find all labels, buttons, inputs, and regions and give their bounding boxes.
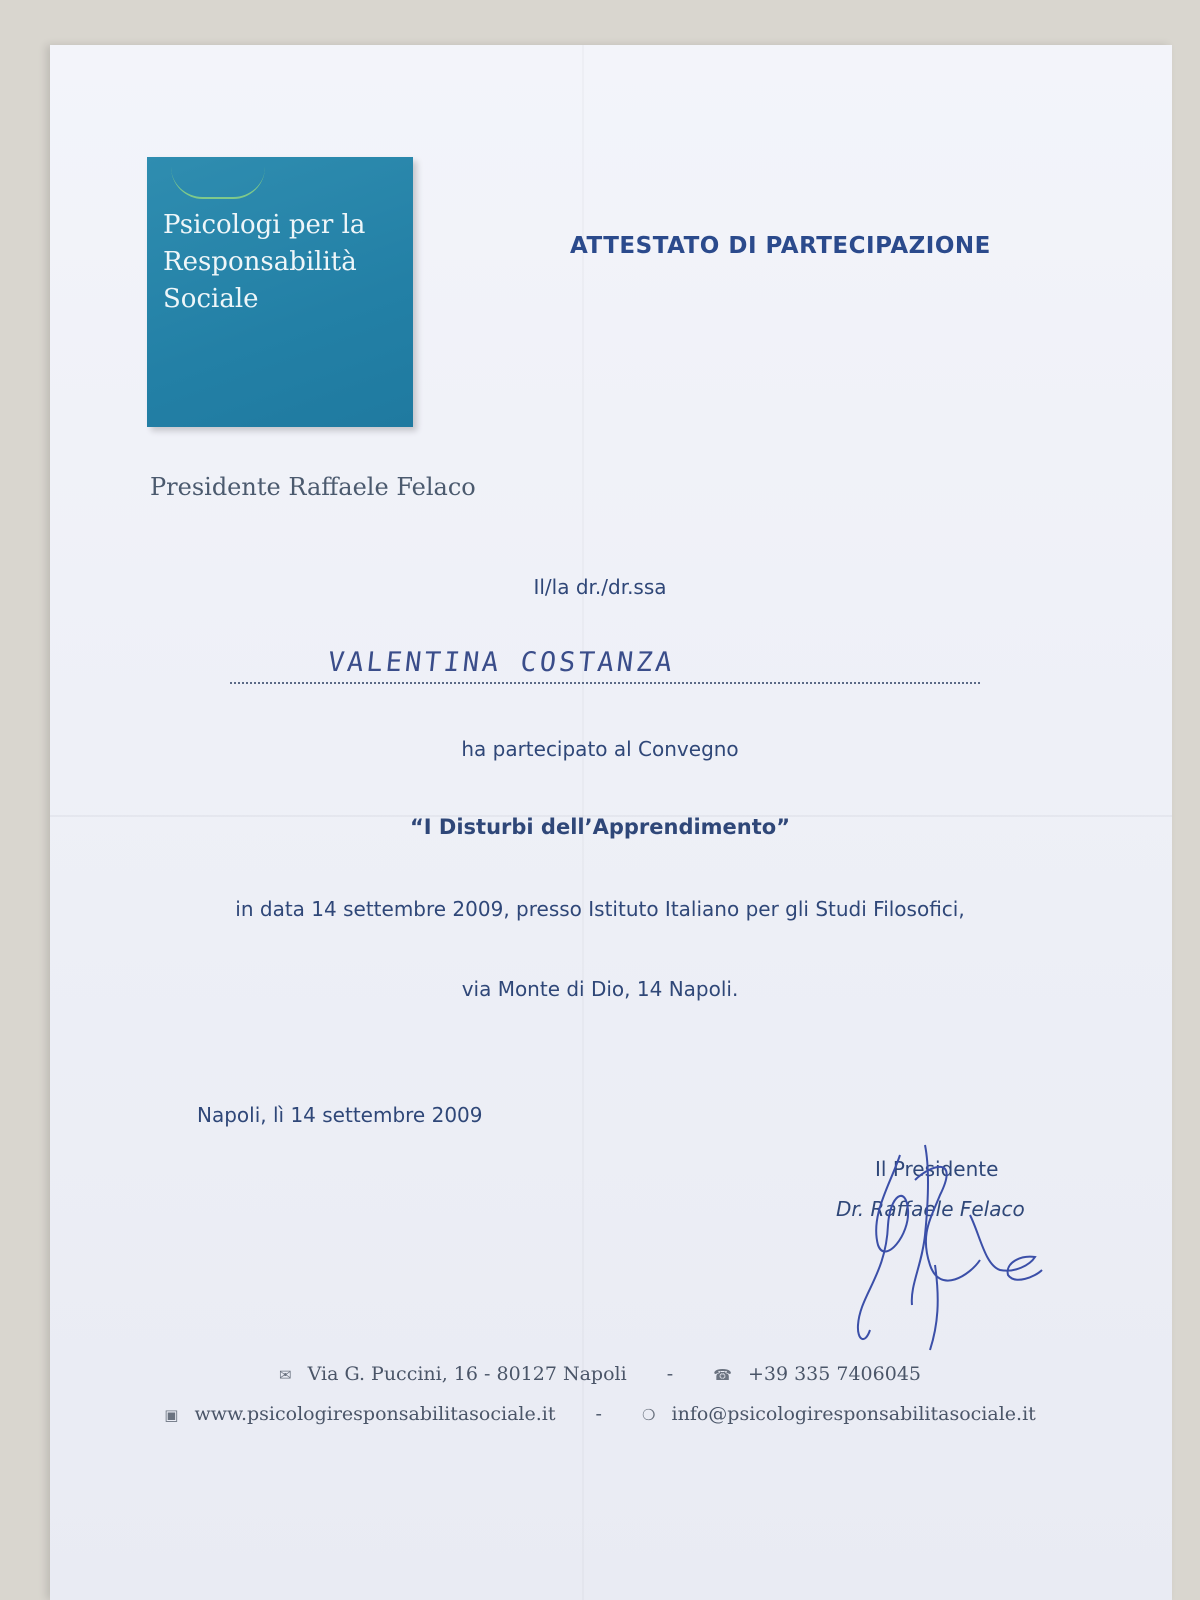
- handwritten-signature: [830, 1125, 1050, 1355]
- envelope-icon: ✉: [279, 1366, 292, 1384]
- logo-line-2: Responsabilità: [163, 247, 357, 277]
- footer-email[interactable]: info@psicologiresponsabilitasociale.it: [671, 1403, 1036, 1425]
- signature-role: Il Presidente: [875, 1157, 999, 1181]
- logo-text: [163, 207, 403, 318]
- date-place-line: in data 14 settembre 2009, presso Istituto Italiano per gli Studi Filosofici,: [235, 897, 965, 921]
- signature-name: Dr. Raffaele Felaco: [836, 1197, 1025, 1221]
- address-line: via Monte di Dio, 14 Napoli.: [461, 977, 739, 1001]
- certificate-title: ATTESTATO DI PARTECIPAZIONE: [570, 233, 991, 259]
- president-header: Presidente Raffaele Felaco: [150, 473, 476, 501]
- footer-separator: -: [666, 1363, 674, 1385]
- footer-phone: +39 335 7406045: [747, 1363, 921, 1385]
- footer-contact-row-1: [50, 1363, 1150, 1385]
- honorific-line: Il/la dr./dr.ssa: [533, 575, 667, 599]
- logo-line-1: Psicologi per la: [163, 210, 366, 240]
- logo-line-3: Sociale: [163, 284, 259, 314]
- event-title: “I Disturbi dell’Apprendimento”: [409, 815, 791, 839]
- participant-name: VALENTINA COSTANZA: [326, 647, 677, 678]
- logo-arc-icon: [171, 167, 265, 199]
- mouse-icon: ❍: [642, 1406, 656, 1424]
- name-dotted-line: [230, 682, 980, 684]
- certificate-page: [50, 45, 1172, 1600]
- participation-line: ha partecipato al Convegno: [461, 737, 739, 761]
- phone-icon: ☎: [713, 1366, 732, 1384]
- footer-separator-2: -: [595, 1403, 602, 1425]
- organization-logo: [147, 157, 413, 427]
- footer-website[interactable]: www.psicologiresponsabilitasociale.it: [194, 1403, 556, 1425]
- footer-contact-row-2: [50, 1403, 1150, 1425]
- computer-icon: ▣: [164, 1406, 179, 1424]
- place-date: Napoli, lì 14 settembre 2009: [197, 1103, 483, 1127]
- footer-address: Via G. Puccini, 16 - 80127 Napoli: [307, 1363, 627, 1385]
